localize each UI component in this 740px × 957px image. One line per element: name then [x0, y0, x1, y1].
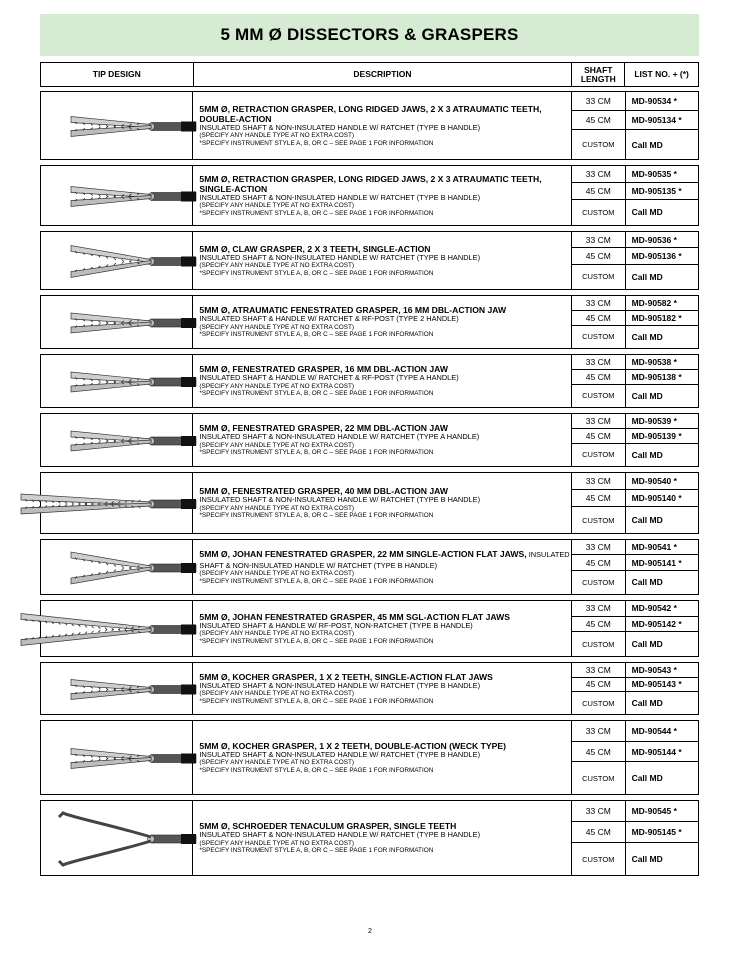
- options-cell: [572, 92, 698, 159]
- product-note: *SPECIFY INSTRUMENT STYLE A, B, OR C – SEE PAGE 1 FOR INFORMATION: [199, 449, 434, 457]
- product-note: *SPECIFY INSTRUMENT STYLE A, B, OR C – SEE PAGE 1 FOR INFORMATION: [199, 512, 434, 520]
- product-note: (SPECIFY ANY HANDLE TYPE AT NO EXTRA COST): [199, 323, 355, 331]
- list-number: Call MD: [631, 390, 663, 401]
- list-number: MD-905139 *: [631, 430, 682, 441]
- claw-grasper-icon: [41, 232, 194, 291]
- list-number: MD-90536 *: [631, 234, 677, 245]
- tip-design-cell: [41, 166, 193, 225]
- header-list: LIST NO. + (*): [634, 69, 689, 79]
- option-row: [572, 742, 698, 763]
- product-title: 5MM Ø, RETRACTION GRASPER, LONG RIDGED JAWS, 2 X 3 ATRAUMATIC TEETH, SINGLE-ACTION: [199, 173, 542, 194]
- list-number: MD-905134 *: [631, 115, 682, 126]
- fenestrated-grasper-icon: [41, 296, 194, 350]
- shaft-length: 45 CM: [572, 183, 626, 199]
- description-cell: [193, 601, 572, 656]
- tip-design-cell: [41, 232, 193, 289]
- kocher-grasper-icon: [41, 663, 194, 716]
- options-cell: [572, 540, 698, 594]
- list-number: MD-905144 *: [631, 746, 682, 757]
- product-note: (SPECIFY ANY HANDLE TYPE AT NO EXTRA COST): [199, 759, 355, 767]
- list-number: MD-905182 *: [631, 312, 682, 323]
- product-spec-line: INSULATED SHAFT & NON-INSULATED HANDLE W/ RATCHET (TYPE B HANDLE): [199, 830, 481, 840]
- tip-design-cell: [41, 92, 193, 159]
- option-row: [572, 444, 698, 466]
- shaft-length: 33 CM: [572, 414, 626, 428]
- shaft-length: 45 CM: [572, 429, 626, 443]
- list-number: MD-905142 *: [631, 619, 682, 630]
- description-cell: [193, 473, 572, 533]
- shaft-length: 45 CM: [572, 742, 626, 762]
- product-spec-line: INSULATED SHAFT & NON-INSULATED HANDLE W/ RATCHET (TYPE B HANDLE): [199, 192, 481, 202]
- product-note: *SPECIFY INSTRUMENT STYLE A, B, OR C – SEE PAGE 1 FOR INFORMATION: [199, 577, 434, 585]
- shaft-length: CUSTOM: [572, 265, 626, 289]
- list-number: MD-905143 *: [631, 679, 682, 690]
- description-cell: [193, 232, 572, 289]
- description-cell: [193, 414, 572, 466]
- shaft-length: 33 CM: [572, 663, 626, 677]
- options-cell: [572, 663, 698, 714]
- product-row: [40, 165, 699, 226]
- list-number: Call MD: [631, 331, 663, 342]
- option-row: [572, 232, 698, 248]
- header-shaft: SHAFT LENGTH: [572, 63, 625, 86]
- tip-design-cell: [41, 414, 193, 466]
- product-spec-line: INSULATED SHAFT & NON-INSULATED HANDLE W/ RATCHET (TYPE B HANDLE): [199, 122, 481, 132]
- product-title: 5MM Ø, RETRACTION GRASPER, LONG RIDGED JAWS, 2 X 3 ATRAUMATIC TEETH, DOUBLE-ACTION: [199, 103, 542, 124]
- tip-design-cell: [41, 296, 193, 348]
- product-spec-line: INSULATED SHAFT & NON-INSULATED HANDLE W/ RATCHET (TYPE B HANDLE): [199, 495, 481, 505]
- option-row: [572, 166, 698, 183]
- shaft-length: CUSTOM: [572, 632, 626, 656]
- list-number: MD-90541 *: [631, 542, 677, 553]
- shaft-length: 33 CM: [572, 296, 626, 310]
- list-number: Call MD: [631, 639, 663, 650]
- list-number: MD-90543 *: [631, 664, 677, 675]
- product-spec-line: INSULATED SHAFT & HANDLE W/ RATCHET & RF-POST (TYPE A HANDLE): [199, 373, 459, 383]
- option-row: [572, 822, 698, 843]
- product-spec-line: INSULATED SHAFT & HANDLE W/ RATCHET & RF-POST (TYPE 2 HANDLE): [199, 314, 459, 324]
- shaft-length: 45 CM: [572, 678, 626, 692]
- description-cell: [193, 721, 572, 794]
- list-number: MD-90539 *: [631, 415, 677, 426]
- title-banner: [40, 14, 699, 56]
- option-row: [572, 473, 698, 490]
- list-number: Call MD: [631, 271, 663, 282]
- shaft-length: 45 CM: [572, 311, 626, 325]
- shaft-length: 45 CM: [572, 555, 626, 569]
- product-title: 5MM Ø, JOHAN FENESTRATED GRASPER, 22 MM SINGLE-ACTION FLAT JAWS, INSULATED SHAFT & NON-INSULATED HANDLE W/ RATCHET (TYPE B HANDLE): [199, 549, 570, 570]
- tip-design-cell: [41, 473, 193, 533]
- product-title: 5MM Ø, FENESTRATED GRASPER, 16 MM DBL-ACTION JAW: [199, 364, 449, 375]
- product-row: [40, 472, 699, 534]
- list-number: MD-90538 *: [631, 356, 677, 367]
- product-row: [40, 600, 699, 657]
- option-row: [572, 678, 698, 693]
- retraction-grasper-single-icon: [41, 166, 194, 227]
- option-row: [572, 265, 698, 289]
- table-header: [40, 62, 699, 87]
- list-number: MD-90540 *: [631, 476, 677, 487]
- product-row: [40, 539, 699, 595]
- options-cell: [572, 232, 698, 289]
- product-note: *SPECIFY INSTRUMENT STYLE A, B, OR C – SEE PAGE 1 FOR INFORMATION: [199, 139, 434, 147]
- product-title: 5MM Ø, SCHROEDER TENACULUM GRASPER, SINGLE TEETH: [199, 821, 457, 832]
- product-title: 5MM Ø, JOHAN FENESTRATED GRASPER, 45 MM SGL-ACTION FLAT JAWS: [199, 611, 510, 622]
- shaft-length: CUSTOM: [572, 692, 626, 714]
- product-note: (SPECIFY ANY HANDLE TYPE AT NO EXTRA COST): [199, 839, 355, 847]
- product-title: 5MM Ø, FENESTRATED GRASPER, 40 MM DBL-ACTION JAW: [199, 486, 449, 497]
- product-note: *SPECIFY INSTRUMENT STYLE A, B, OR C – SEE PAGE 1 FOR INFORMATION: [199, 697, 434, 705]
- shaft-length: 45 CM: [572, 370, 626, 384]
- list-number: Call MD: [631, 854, 663, 864]
- option-row: [572, 801, 698, 822]
- list-number: MD-90542 *: [631, 603, 677, 614]
- option-row: [572, 663, 698, 678]
- kocher-double-grasper-icon: [41, 721, 194, 796]
- list-number: MD-90544 *: [631, 725, 677, 736]
- page-number: 2: [368, 928, 372, 935]
- option-row: [572, 490, 698, 507]
- product-title: 5MM Ø, KOCHER GRASPER, 1 X 2 TEETH, SINGLE-ACTION FLAT JAWS: [199, 671, 493, 682]
- tip-design-cell: [41, 601, 193, 656]
- list-number: Call MD: [631, 449, 663, 460]
- tip-design-cell: [41, 721, 193, 794]
- option-row: [572, 326, 698, 348]
- product-row: [40, 720, 699, 795]
- list-number: Call MD: [631, 773, 663, 784]
- list-number: MD-905140 *: [631, 493, 682, 504]
- description-cell: [193, 166, 572, 225]
- shaft-length: 33 CM: [572, 473, 626, 489]
- fenestrated-grasper-icon: [41, 414, 194, 468]
- product-note: (SPECIFY ANY HANDLE TYPE AT NO EXTRA COST): [199, 382, 355, 390]
- shaft-length: CUSTOM: [572, 200, 626, 225]
- option-row: [572, 385, 698, 407]
- product-spec-line: INSULATED SHAFT & NON-INSULATED HANDLE W/ RATCHET (TYPE B HANDLE): [199, 680, 481, 690]
- list-number: MD-90535 *: [631, 168, 677, 179]
- option-row: [572, 843, 698, 875]
- product-row: [40, 354, 699, 408]
- option-row: [572, 601, 698, 617]
- list-number: Call MD: [631, 207, 663, 218]
- product-note: (SPECIFY ANY HANDLE TYPE AT NO EXTRA COST): [199, 202, 355, 210]
- shaft-length: 45 CM: [572, 822, 626, 842]
- option-row: [572, 540, 698, 555]
- product-spec-line: INSULATED SHAFT & NON-INSULATED HANDLE W/ RATCHET (TYPE B HANDLE): [199, 252, 481, 262]
- product-note: (SPECIFY ANY HANDLE TYPE AT NO EXTRA COST): [199, 504, 355, 512]
- shaft-length: CUSTOM: [572, 762, 626, 794]
- option-row: [572, 414, 698, 429]
- tip-design-cell: [41, 801, 193, 875]
- product-note: *SPECIFY INSTRUMENT STYLE A, B, OR C – SEE PAGE 1 FOR INFORMATION: [199, 331, 434, 339]
- shaft-length: 33 CM: [572, 355, 626, 369]
- option-row: [572, 355, 698, 370]
- shaft-length: 45 CM: [572, 490, 626, 506]
- long-johan-grasper-icon: [41, 601, 194, 658]
- options-cell: [572, 296, 698, 348]
- shaft-length: CUSTOM: [572, 130, 626, 159]
- product-note: (SPECIFY ANY HANDLE TYPE AT NO EXTRA COST): [199, 690, 355, 698]
- list-number: MD-905136 *: [631, 250, 682, 261]
- shaft-length: CUSTOM: [572, 571, 626, 594]
- list-number: MD-90545 *: [631, 806, 677, 816]
- description-cell: [193, 801, 572, 875]
- option-row: [572, 617, 698, 633]
- shaft-length: CUSTOM: [572, 326, 626, 348]
- johan-grasper-icon: [41, 540, 194, 596]
- product-row: [40, 91, 699, 160]
- list-number: MD-90534 *: [631, 96, 677, 107]
- option-row: [572, 183, 698, 200]
- shaft-length: 33 CM: [572, 232, 626, 247]
- shaft-length: CUSTOM: [572, 444, 626, 466]
- product-row: [40, 662, 699, 715]
- options-cell: [572, 801, 698, 875]
- shaft-length: 33 CM: [572, 540, 626, 554]
- option-row: [572, 248, 698, 264]
- option-row: [572, 571, 698, 594]
- list-number: MD-905135 *: [631, 185, 682, 196]
- options-cell: [572, 166, 698, 225]
- options-cell: [572, 601, 698, 656]
- product-title: 5MM Ø, FENESTRATED GRASPER, 22 MM DBL-ACTION JAW: [199, 423, 449, 434]
- header-desc: DESCRIPTION: [194, 63, 573, 86]
- options-cell: [572, 473, 698, 533]
- retraction-grasper-double-icon: [41, 92, 194, 161]
- long-fenestrated-grasper-icon: [41, 473, 194, 535]
- options-cell: [572, 721, 698, 794]
- list-number: MD-90582 *: [631, 297, 677, 308]
- option-row: [572, 507, 698, 533]
- shaft-length: 33 CM: [572, 166, 626, 182]
- list-number: Call MD: [631, 698, 663, 709]
- option-row: [572, 762, 698, 794]
- product-spec-line: INSULATED SHAFT & NON-INSULATED HANDLE W/ RATCHET (TYPE B HANDLE): [199, 749, 481, 759]
- product-note: *SPECIFY INSTRUMENT STYLE A, B, OR C – SEE PAGE 1 FOR INFORMATION: [199, 637, 434, 645]
- option-row: [572, 370, 698, 385]
- product-note: (SPECIFY ANY HANDLE TYPE AT NO EXTRA COST): [199, 132, 355, 140]
- product-note: *SPECIFY INSTRUMENT STYLE A, B, OR C – SEE PAGE 1 FOR INFORMATION: [199, 269, 434, 277]
- product-note: (SPECIFY ANY HANDLE TYPE AT NO EXTRA COST): [199, 570, 355, 577]
- options-cell: [572, 414, 698, 466]
- product-spec-line: INSULATED SHAFT & NON-INSULATED HANDLE W/ RATCHET (TYPE A HANDLE): [199, 432, 480, 442]
- product-note: *SPECIFY INSTRUMENT STYLE A, B, OR C – SEE PAGE 1 FOR INFORMATION: [199, 390, 434, 398]
- shaft-length: CUSTOM: [572, 385, 626, 407]
- list-number: Call MD: [631, 139, 663, 150]
- list-number: Call MD: [631, 577, 663, 588]
- header-tip: TIP DESIGN: [41, 63, 194, 86]
- list-number: MD-905141 *: [631, 557, 682, 568]
- product-spec-line: INSULATED SHAFT & HANDLE W/ RF-POST, NON-RATCHET (TYPE B HANDLE): [199, 620, 473, 630]
- option-row: [572, 632, 698, 656]
- product-note: *SPECIFY INSTRUMENT STYLE A, B, OR C – SEE PAGE 1 FOR INFORMATION: [199, 766, 434, 774]
- option-row: [572, 555, 698, 570]
- product-note: (SPECIFY ANY HANDLE TYPE AT NO EXTRA COST): [199, 262, 355, 270]
- tip-design-cell: [41, 540, 193, 594]
- product-title: 5MM Ø, ATRAUMATIC FENESTRATED GRASPER, 16 MM DBL-ACTION JAW: [199, 305, 507, 316]
- tip-design-cell: [41, 663, 193, 714]
- option-row: [572, 692, 698, 714]
- shaft-length: 33 CM: [572, 801, 626, 821]
- product-title: 5MM Ø, KOCHER GRASPER, 1 X 2 TEETH, DOUBLE-ACTION (WECK TYPE): [199, 740, 506, 751]
- product-note: (SPECIFY ANY HANDLE TYPE AT NO EXTRA COST): [199, 441, 355, 449]
- shaft-length: 45 CM: [572, 617, 626, 632]
- option-row: [572, 296, 698, 311]
- page-title: 5 MM Ø DISSECTORS & GRASPERS: [220, 25, 519, 44]
- option-row: [572, 721, 698, 742]
- option-row: [572, 311, 698, 326]
- tip-design-cell: [41, 355, 193, 407]
- options-cell: [572, 355, 698, 407]
- product-title-tail: INSULATED SHAFT & NON-INSULATED HANDLE W/ RATCHET (TYPE B HANDLE): [199, 550, 570, 570]
- shaft-length: 33 CM: [572, 601, 626, 616]
- list-number: MD-905145 *: [631, 827, 682, 837]
- description-cell: [193, 663, 572, 714]
- shaft-length: CUSTOM: [572, 507, 626, 533]
- list-number: Call MD: [631, 515, 663, 526]
- shaft-length: 45 CM: [572, 111, 626, 129]
- option-row: [572, 200, 698, 225]
- shaft-length: CUSTOM: [572, 843, 626, 875]
- product-note: *SPECIFY INSTRUMENT STYLE A, B, OR C – SEE PAGE 1 FOR INFORMATION: [199, 209, 434, 217]
- product-row: [40, 413, 699, 467]
- description-cell: [193, 355, 572, 407]
- shaft-length: 33 CM: [572, 721, 626, 741]
- description-cell: [193, 92, 572, 159]
- option-row: [572, 92, 698, 111]
- fenestrated-grasper-icon: [41, 355, 194, 409]
- description-cell: [193, 296, 572, 348]
- product-note: *SPECIFY INSTRUMENT STYLE A, B, OR C – SEE PAGE 1 FOR INFORMATION: [199, 847, 434, 855]
- product-row: [40, 295, 699, 349]
- product-note: (SPECIFY ANY HANDLE TYPE AT NO EXTRA COST): [199, 630, 355, 638]
- option-row: [572, 111, 698, 130]
- list-number: MD-905138 *: [631, 371, 682, 382]
- option-row: [572, 130, 698, 159]
- shaft-length: 45 CM: [572, 248, 626, 263]
- tenaculum-grasper-icon: [41, 801, 194, 877]
- product-row: [40, 800, 699, 876]
- product-row: [40, 231, 699, 290]
- option-row: [572, 429, 698, 444]
- shaft-length: 33 CM: [572, 92, 626, 110]
- product-title: 5MM Ø, CLAW GRASPER, 2 X 3 TEETH, SINGLE-ACTION: [199, 243, 431, 254]
- description-cell: [193, 540, 572, 594]
